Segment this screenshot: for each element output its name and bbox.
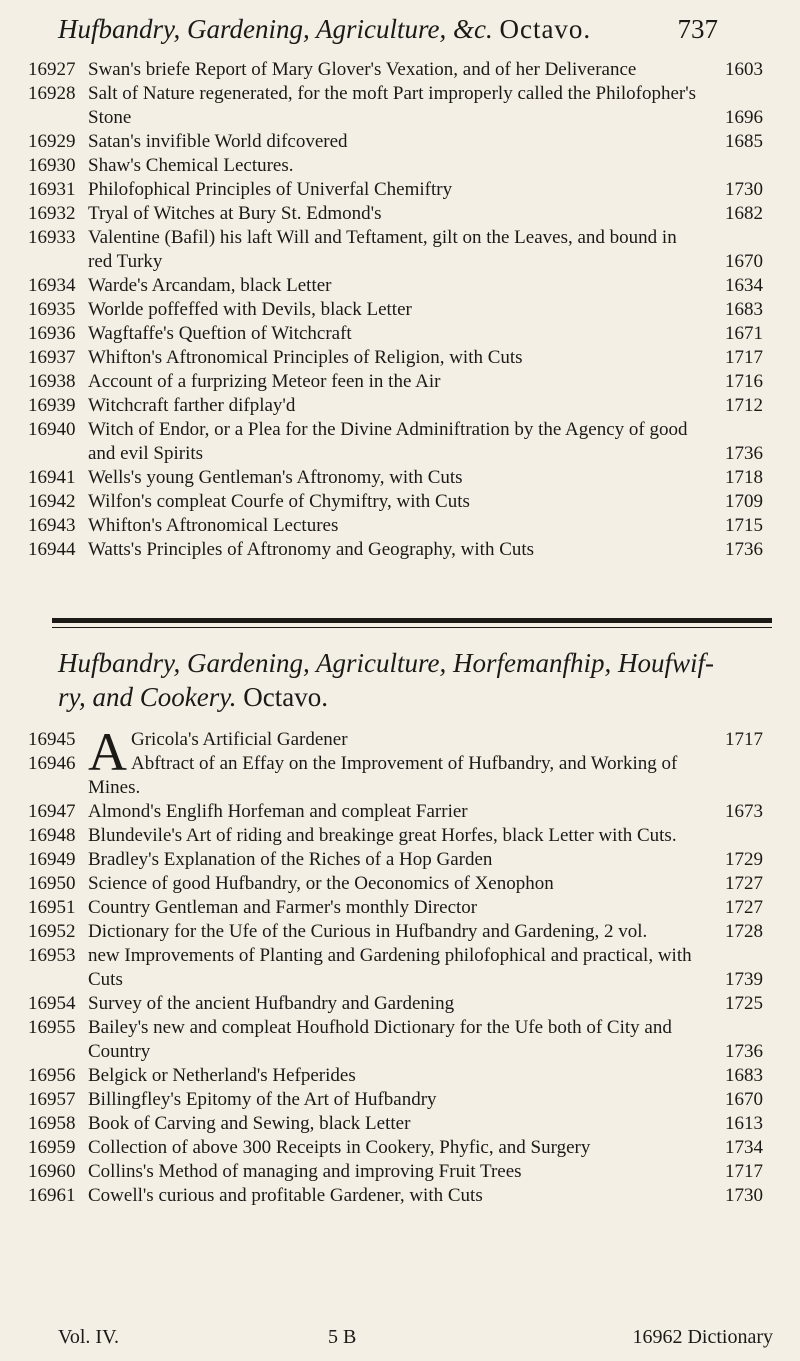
- volume-label: Vol. IV.: [58, 1326, 119, 1348]
- catalogue-entry: [28, 466, 763, 490]
- entry-number: 16944: [28, 539, 76, 560]
- catalogue-entry: [28, 848, 763, 872]
- running-head: [58, 14, 718, 45]
- entry-number: 16928: [28, 83, 76, 104]
- entry-number: 16941: [28, 467, 76, 488]
- catalogue-entry: [28, 274, 763, 298]
- catalogue-entry: [28, 538, 763, 562]
- entry-title: Warde's Arcandam, black Letter: [88, 275, 332, 296]
- catalogue-entry: [28, 514, 763, 538]
- entry-title: Almond's Englifh Horfeman and compleat Farrier: [88, 801, 468, 822]
- catalogue-entry: [28, 992, 763, 1016]
- entry-title: Salt of Nature regenerated, for the moft Part improperly called the Philofopher's Stone: [88, 83, 697, 128]
- entry-number: 16960: [28, 1161, 76, 1182]
- entry-number: 16929: [28, 131, 76, 152]
- entry-year: 1716: [725, 371, 763, 392]
- entry-title: Country Gentleman and Farmer's monthly Director: [88, 897, 478, 918]
- entry-year: 1725: [725, 993, 763, 1014]
- entry-year: 1682: [725, 203, 763, 224]
- entry-number: 16934: [28, 275, 76, 296]
- entry-year: 1709: [725, 491, 763, 512]
- entry-title: Abftract of an Effay on the Improvement of Hufbandry, and Working of Mines.: [88, 753, 678, 798]
- entry-year: 1685: [725, 131, 763, 152]
- catalogue-entry: [28, 490, 763, 514]
- entry-year: 1673: [725, 801, 763, 822]
- entry-number: 16956: [28, 1065, 76, 1086]
- catalogue-entry: [28, 154, 763, 178]
- running-head-format: Octavo.: [499, 14, 592, 44]
- entry-title: Satan's invifible World difcovered: [88, 131, 348, 152]
- section-husbandry: [28, 722, 763, 1208]
- entry-title: Valentine (Bafil) his laft Will and Teftament, gilt on the Leaves, and bound in red Turky: [88, 227, 677, 272]
- entry-number: 16936: [28, 323, 76, 344]
- entry-year: 1739: [725, 969, 763, 990]
- catalogue-entry: [28, 322, 763, 346]
- entry-year: 1727: [725, 873, 763, 894]
- signature-mark: 5 B: [328, 1326, 357, 1348]
- entry-number: 16937: [28, 347, 76, 368]
- catalogue-entry: [28, 394, 763, 418]
- catalogue-entry: [28, 298, 763, 322]
- catalogue-entry: [28, 872, 763, 896]
- catalogue-entry: [28, 896, 763, 920]
- entry-number: 16958: [28, 1113, 76, 1134]
- entry-year: 1736: [725, 443, 763, 464]
- entry-title: Dictionary for the Ufe of the Curious in Hufbandry and Gardening, 2 vol.: [88, 921, 648, 942]
- catalogue-entry: [28, 82, 763, 130]
- entry-number: 16948: [28, 825, 76, 846]
- entry-number: 16935: [28, 299, 76, 320]
- entry-year: 1717: [725, 1161, 763, 1182]
- entry-title: Wagftaffe's Queftion of Witchcraft: [88, 323, 352, 344]
- entry-number: 16959: [28, 1137, 76, 1158]
- entry-year: 1613: [725, 1113, 763, 1134]
- entry-number: 16942: [28, 491, 76, 512]
- catalogue-entry: [28, 1016, 763, 1064]
- entry-year: 1734: [725, 1137, 763, 1158]
- catalogue-entry: [28, 752, 763, 800]
- entry-title: Bailey's new and compleat Houfhold Dictionary for the Ufe both of City and Country: [88, 1017, 672, 1062]
- entry-title: Book of Carving and Sewing, black Letter: [88, 1113, 411, 1134]
- entry-title: Cowell's curious and profitable Gardener, with Cuts: [88, 1185, 483, 1206]
- entry-number: 16930: [28, 155, 76, 176]
- section-heading-line1: Hufbandry, Gardening, Agriculture, Horfemanfhip, Houfwif-: [58, 648, 714, 678]
- entry-number: 16949: [28, 849, 76, 870]
- entry-number: 16954: [28, 993, 76, 1014]
- entry-number: 16931: [28, 179, 76, 200]
- entry-title: Science of good Hufbandry, or the Oeconomics of Xenophon: [88, 873, 554, 894]
- catalogue-entry: [28, 370, 763, 394]
- entry-number: 16927: [28, 59, 76, 80]
- entry-title: new Improvements of Planting and Gardening philofophical and practical, with Cuts: [88, 945, 692, 990]
- catalogue-entry: [28, 1088, 763, 1112]
- entry-year: 1712: [725, 395, 763, 416]
- entry-title: Belgick or Netherland's Hefperides: [88, 1065, 356, 1086]
- catalogue-entry: [28, 1184, 763, 1208]
- entry-title: Account of a furprizing Meteor feen in the Air: [88, 371, 441, 392]
- entry-title: Wells's young Gentleman's Aftronomy, with Cuts: [88, 467, 463, 488]
- entry-title: Collins's Method of managing and improving Fruit Trees: [88, 1161, 522, 1182]
- entry-year: 1715: [725, 515, 763, 536]
- entry-year: 1728: [725, 921, 763, 942]
- catalogue-entry: [28, 1160, 763, 1184]
- entry-year: 1696: [725, 107, 763, 128]
- entry-year: 1736: [725, 539, 763, 560]
- catalogue-entry: [28, 130, 763, 154]
- section-divider-thin: [52, 627, 772, 628]
- entry-year: 1670: [725, 1089, 763, 1110]
- entry-title: Whifton's Aftronomical Lectures: [88, 515, 339, 536]
- entry-number: 16947: [28, 801, 76, 822]
- section-occult-sciences: [28, 58, 763, 562]
- catalogue-entry: [28, 824, 763, 848]
- running-head-title: Hufbandry, Gardening, Agriculture, &c.: [58, 14, 493, 44]
- entry-year: 1718: [725, 467, 763, 488]
- entry-year: 1729: [725, 849, 763, 870]
- catalogue-entry: [28, 202, 763, 226]
- entry-number: 16933: [28, 227, 76, 248]
- section-heading: [58, 646, 758, 714]
- entry-number: 16961: [28, 1185, 76, 1206]
- entry-number: 16950: [28, 873, 76, 894]
- entry-number: 16945: [28, 729, 76, 750]
- entry-number: 16938: [28, 371, 76, 392]
- entry-title: Witch of Endor, or a Plea for the Divine Adminiftration by the Agency of good and evil Spirits: [88, 419, 688, 464]
- entry-number: 16943: [28, 515, 76, 536]
- entry-year: 1717: [725, 347, 763, 368]
- catchword: 16962 Dictionary: [632, 1326, 773, 1348]
- entry-number: 16932: [28, 203, 76, 224]
- entry-year: 1736: [725, 1041, 763, 1062]
- entry-title: Tryal of Witches at Bury St. Edmond's: [88, 203, 382, 224]
- entry-title: Witchcraft farther difplay'd: [88, 395, 296, 416]
- catalogue-entry: [28, 944, 763, 992]
- entry-title: Shaw's Chemical Lectures.: [88, 155, 294, 176]
- drop-cap: A: [88, 722, 127, 782]
- entry-year: 1683: [725, 1065, 763, 1086]
- catalogue-entry: [28, 178, 763, 202]
- entry-title: Philofophical Principles of Univerfal Chemiftry: [88, 179, 453, 200]
- entry-number: 16957: [28, 1089, 76, 1110]
- catalogue-entry: [28, 1112, 763, 1136]
- entry-year: 1730: [725, 1185, 763, 1206]
- entry-number: 16951: [28, 897, 76, 918]
- catalogue-entry: [28, 346, 763, 370]
- entry-title: Whifton's Aftronomical Principles of Religion, with Cuts: [88, 347, 523, 368]
- entry-title: Wilfon's compleat Courfe of Chymiftry, with Cuts: [88, 491, 470, 512]
- entry-year: 1717: [725, 729, 763, 750]
- section-divider-thick: [52, 618, 772, 623]
- entry-title: Gricola's Artificial Gardener: [131, 729, 348, 750]
- catalogue-entry: [28, 920, 763, 944]
- entry-year: 1730: [725, 179, 763, 200]
- catalogue-entry: [28, 800, 763, 824]
- entry-year: 1634: [725, 275, 763, 296]
- entry-title: Watts's Principles of Aftronomy and Geography, with Cuts: [88, 539, 535, 560]
- catalogue-entry: [28, 1064, 763, 1088]
- catalogue-entry: [28, 58, 763, 82]
- entry-title: Worlde poffeffed with Devils, black Letter: [88, 299, 412, 320]
- entry-title: Survey of the ancient Hufbandry and Gardening: [88, 993, 455, 1014]
- entry-year: 1671: [725, 323, 763, 344]
- entry-title: Bradley's Explanation of the Riches of a Hop Garden: [88, 849, 493, 870]
- entry-year: 1670: [725, 251, 763, 272]
- entry-number: 16955: [28, 1017, 76, 1038]
- entry-title: Billingfley's Epitomy of the Art of Hufbandry: [88, 1089, 437, 1110]
- catalogue-entry: [28, 226, 763, 274]
- entry-number: 16940: [28, 419, 76, 440]
- page-number: 737: [677, 14, 718, 44]
- entry-number: 16952: [28, 921, 76, 942]
- entry-number: 16953: [28, 945, 76, 966]
- entry-title: Swan's briefe Report of Mary Glover's Vexation, and of her Deliverance: [88, 59, 637, 80]
- catalogue-entry: [28, 418, 763, 466]
- entry-number: 16946: [28, 753, 76, 774]
- entry-title: Collection of above 300 Receipts in Cookery, Phyfic, and Surgery: [88, 1137, 591, 1158]
- section-heading-format: Octavo.: [243, 682, 328, 712]
- entry-year: 1683: [725, 299, 763, 320]
- catalogue-entry: [28, 1136, 763, 1160]
- section-heading-line2: ry, and Cookery.: [58, 682, 237, 712]
- entry-title: Blundevile's Art of riding and breakinge great Horfes, black Letter with Cuts.: [88, 825, 677, 846]
- entry-year: 1727: [725, 897, 763, 918]
- entry-number: 16939: [28, 395, 76, 416]
- entry-year: 1603: [725, 59, 763, 80]
